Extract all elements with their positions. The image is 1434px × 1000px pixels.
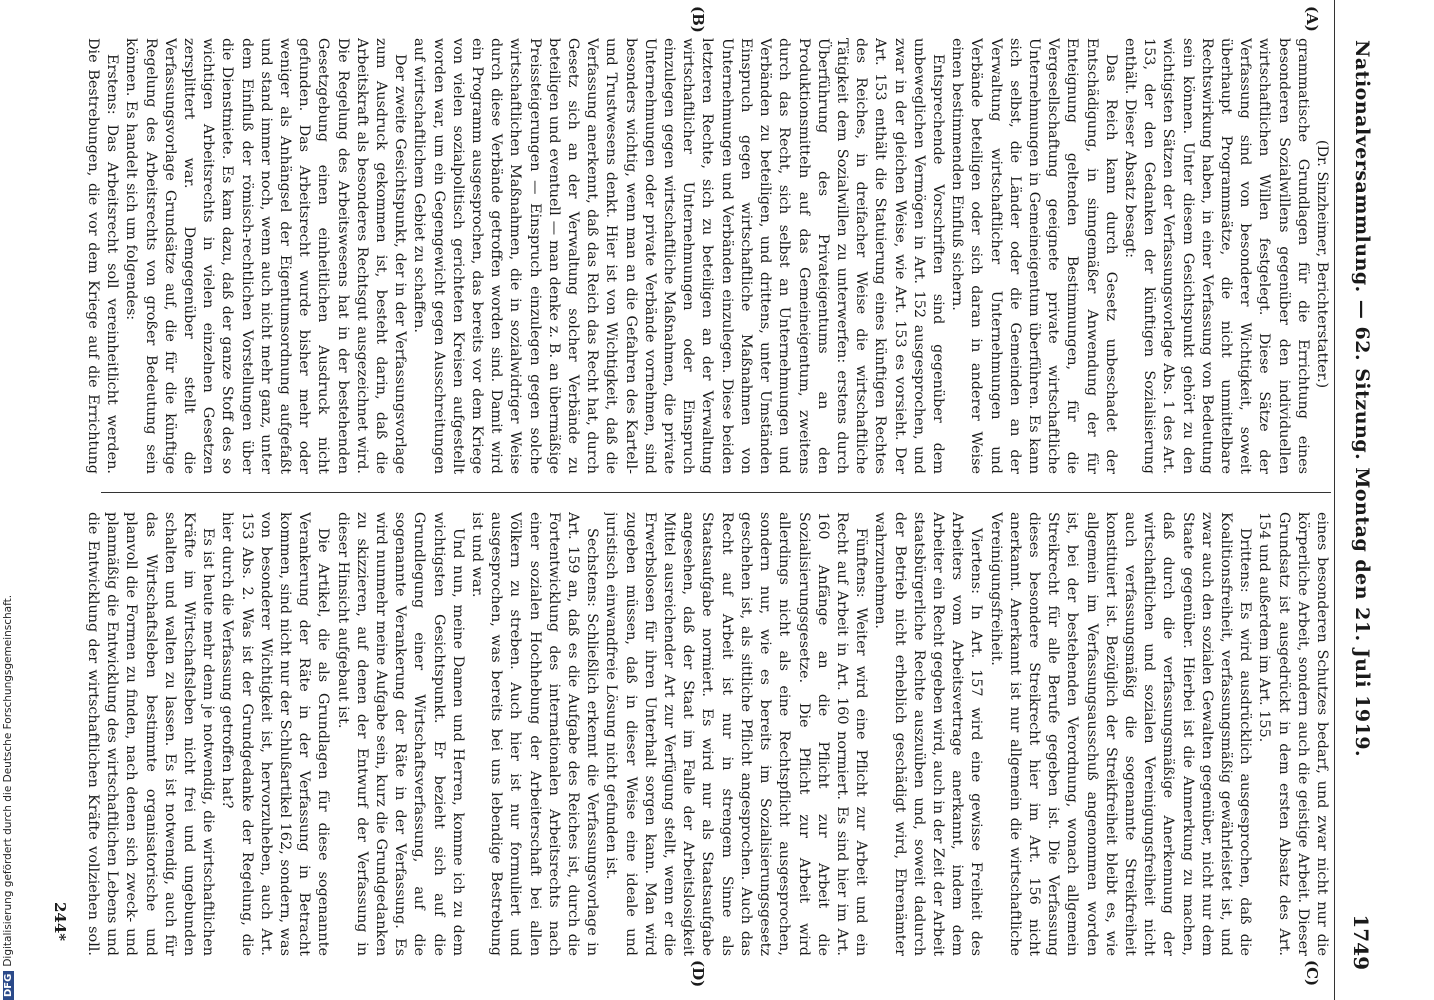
page-header: [1334, 0, 1375, 1000]
paragraph: Drittens: Es wird ausdrücklich ausgesprochen, daß die Koalitionsfreiheit, verfassungsmäßig gewährleistet ist, und zwar auch den sozialen Gewalten gegenüber, nicht nur dem Staate gegenüber. Hierbei ist die Anmerkung zu machen, daß durch die verfassungsmäßige Anerkennung der wirtschaftlichen und sozialen Vereinigungsfreiheit nicht auch verfassungsmäßig die sogenannte Streikfreiheit konstituiert ist. Bezüglich der Streikfreiheit bleibt es, wie allgemein im Verfassungsausschuß angenommen worden ist, bei der bestehenden Verordnung, wonach allgemein Streikrecht für alle Berufe gegeben ist. Die Verfassung dieses besondere Streikrecht hier im Art. 156 nicht anerkannt. Anerkannt ist nur allgemein die wirtschaftliche Vereinigungsfreiheit.: [987, 512, 1254, 956]
margin-letter-c: (C): [1303, 960, 1321, 987]
margin-letter-b: (B): [689, 6, 707, 33]
paragraph: grammatische Grundlagen für die Errichtung eines besonderen Sozialwillens gegenüber den individuellen wirtschaftlichen Willen festgelegt. Diese Sätze der Verfassung sind von besonderer Wichtigkeit, soweit überhaupt Programmsätze, die nicht unmittelbare Rechtswirkung haben, in einer Verfassung von Bedeutung sein können. Unter diesem Gesichtspunkt gehört zu den wichtigsten Sätzen der Verfassungsvorlage Abs. 1 des Art. 153, der den Gedanken der künftigen Sozialisierung enthält. Dieser Absatz besagt:: [1121, 38, 1311, 474]
paragraph: Der zweite Gesichtspunkt, der in der Verfassungsvorlage zum Ausdruck gekommen ist, besteht darin, daß die Arbeitskraft als besonderes Rechtsgut ausgezeichnet wird. Die Regelung des Arbeitswesens hat in der bestehenden Gesetzgebung einen einheitlichen Ausdruck nicht gefunden. Das Arbeitsrecht wurde bisher mehr oder weniger als Anhängsel der Eigentumsordnung aufgefaßt und stand immer noch, wenn auch nicht mehr ganz, unter dem Einfluß der römisch-rechtlichen Vorstellungen über die Dienstmiete. Es kam dazu, daß der ganze Stoff des so wichtigen Arbeitsrechts in vielen einzelnen Gesetzen zersplittert war. Demgegenüber stellt die Verfassungsvorlage Grundsätze auf, die für die künftige Regelung des Arbeitsrechts von großer Bedeutung sein können. Es handelt sich um folgendes:: [123, 38, 409, 474]
speaker-line: (Dr. Sinzheimer, Berichterstatter.): [1314, 139, 1330, 389]
page-number: 1749: [1349, 914, 1373, 970]
footer-mark: 244*: [51, 902, 69, 942]
left-column: [81, 38, 1331, 474]
margin-letter-d: (D): [689, 960, 707, 988]
column-divider: [101, 492, 1331, 493]
paragraph: Die Artikel, die als Grundlagen für diese sogenannte Verankerung der Räte in der Verfassung in Betracht kommen, sind nicht nur der Schlußartikel 162, sondern, was von besonderer Wichtigkeit ist, hervorzuheben, auch Art. 153 Abs. 2. Was ist der Grundgedanke der Regelung, die hier durch die Verfassung getroffen hat?: [219, 512, 332, 956]
paragraph: Viertens: In Art. 157 wird eine gewisse Freiheit des Arbeiters vom Arbeitsvertrage anerkannt, indem dem Arbeiter ein Recht gegeben wird, auch in der Zeit der Arbeit staatsbürgerliche Rechte auszuüben und, soweit dadurch der Betrieb nicht erheblich geschädigt wird, Ehrenämter wahrzunehmen.: [872, 512, 985, 956]
digitization-note: [2, 0, 18, 1000]
paragraph: Sechstens: Schließlich erkennt die Verfassungsvorlage in Art. 159 an, daß es die Aufgabe des Reiches ist, durch die Fortentwicklung des internationalen Arbeitsrechts nach einer sozialen Hochhebung der Arbeiterschaft bei allen Völkern zu streben. Auch hier ist nur formuliert und ausgesprochen, was bereits bei uns lebendige Bestrebung ist und war.: [469, 512, 601, 956]
paragraph: Entsprechende Vorschriften sind gegenüber dem unbeweglichen Vermögen in Art. 152 ausgesprochen, und zwar in der gleichen Weise, wie Art. 153 es vorsieht. Der Art. 153 enthält die Statuierung eines künftigen Rechtes des Reiches, in dreifacher Weise die wirtschaftliche Tätigkeit dem Sozialwillen zu unterwerfen: erstens durch Überführung des Privateigentums an den Produktionsmitteln auf das Gemeineigentum, zweitens durch das Recht, sich selbst an Unternehmungen und Verbänden zu beteiligen, und drittens, unter Umständen Einspruch gegen wirtschaftliche Maßnahmen von Unternehmungen und Verbänden einzulegen. Diese beiden letzteren Rechte, sich zu beteiligen an der Verwaltung wirtschaftlicher Unternehmungen oder Einspruch einzulegen gegen wirtschaftliche Maßnahmen, die private Unternehmungen oder private Verbände vornehmen, sind besonders wichtig, wenn man an die Gefahren des Kartell- und Trustwesens denkt. Hier ist von Wichtigkeit, daß die Verfassung anerkennt, daß das Reich das Recht hat, durch Gesetz sich an der Verwaltung solcher Verbände zu beteiligen und eventuell — man denke z. B. an übermäßige Preissteigerungen — Einspruch einzulegen gegen solche wirtschaftlichen Maßnahmen, die in sozialwidriger Weise durch diese Verbände getroffen worden sind. Damit wird ein Programm ausgesprochen, das bereits vor dem Kriege von vielen sozialpolitisch gerichteten Kreisen aufgestellt worden war, um ein Gegengewicht gegen Ausschreitungen auf wirtschaftlichem Gebiet zu schaffen.: [411, 38, 946, 474]
paragraph: Das Reich kann durch Gesetz unbeschadet der Entschädigung, in sinngemäßer Anwendung der für Enteignung geltenden Bestimmungen, für die Vergesellschaftung geeignete private wirtschaftliche Unternehmungen in Gemeineigentum überführen. Es kann sich selbst, die Länder oder die Gemeinden an der Verwaltung wirtschaftlicher Unternehmungen und Verbände beteiligen oder sich daran in anderer Weise einen bestimmenden Einfluß sichern.: [949, 38, 1119, 474]
paragraph: Fünftens: Weiter wird eine Pflicht zur Arbeit und ein Recht auf Arbeit in Art. 160 normiert. Es sind hier im Art. 160 Anfänge an die Pflicht zur Arbeit die Sozialisierungsgesetze. Die Pflicht zur Arbeit wird allerdings nicht als eine Rechtspflicht ausgesprochen, sondern nur, wie es bereits im Sozialisierungsgesetz geschehen ist, als sittliche Pflicht angesprochen. Auch das Recht auf Arbeit ist nur in strengem Sinne als Staatsaufgabe normiert. Es wird nur als Staatsaufgabe angesehen, daß der Staat im Falle der Arbeitslosigkeit Mittel ausreichender Art zur Verfügung stellt, wenn er die Erwerbslosen für ihren Unterhalt sorgen kann. Man wird zugeben müssen, daß in dieser Weise eine ideale und juristisch einwandfreie Lösung nicht gefunden ist.: [603, 512, 870, 956]
header-title: Nationalversammlung. — 62. Sitzung. Montag den 21. Juli 1919.: [1351, 40, 1373, 758]
paragraph: Und nun, meine Damen und Herren, komme ich zu dem wichtigsten Gesichtspunkt. Er bezieht sich auf die Grundlegung einer Wirtschaftsverfassung, auf die sogenannte Verankerung der Räte in der Verfassung. Es wird nunmehr meine Aufgabe sein, kurz die Grundgedanken zu skizzieren, auf denen der Entwurf der Verfassung in dieser Hinsicht aufgebaut ist.: [334, 512, 466, 956]
paragraph: Erstens: Das Arbeitsrecht soll vereinheitlicht werden. Die Bestrebungen, die vor dem Kriege auf die Errichtung: [85, 38, 121, 474]
dfg-logo: DFG: [3, 971, 14, 1000]
paragraph: eines besonderen Schutzes bedarf, und zwar nicht nur die körperliche Arbeit, sondern auch die geistige Arbeit. Dieser Grundsatz ist ausgedrückt in dem ersten Absatz des Art. 154 und außerdem im Art. 155.: [1256, 512, 1330, 956]
document-page: [17, 0, 1397, 1000]
right-column: [81, 512, 1331, 956]
paragraph: Es ist heute mehr denn je notwendig, die wirtschaftlichen Kräfte im Wirtschaftsleben nicht frei und ungebunden schalten und walten zu lassen. Es ist notwendig, auch für das Wirtschaftsleben bestimmte organisatorische und planvoll die Formen zu finden, nach denen sich zweck- und planmäßig die Entwicklung des wirtschaftlichen Lebens und die Entwicklung der wirtschaftlichen Kräfte vollziehen soll.: [85, 512, 217, 956]
margin-letter-a: (A): [1303, 6, 1321, 32]
digitization-note-text: Digitalisierung gefördert durch die Deutsche Forschungsgemeinschaft.: [2, 594, 14, 967]
